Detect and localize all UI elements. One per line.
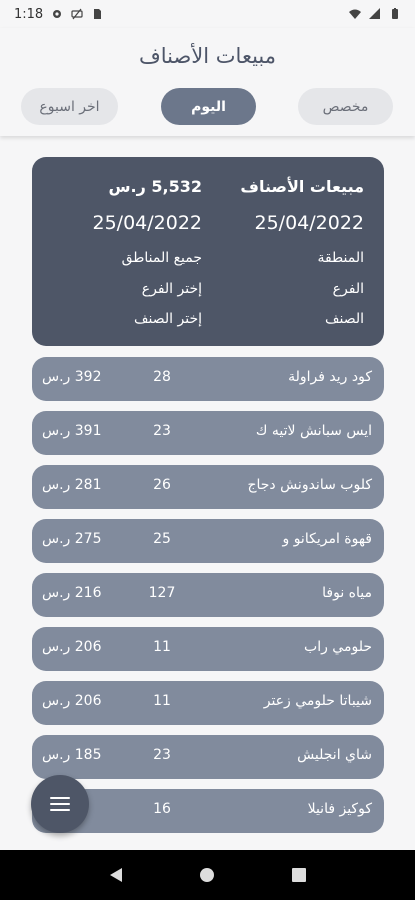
list-item[interactable] <box>32 465 384 509</box>
tab-last-week[interactable]: اخر اسبوع <box>21 88 118 125</box>
status-bar <box>0 0 415 28</box>
list-item[interactable] <box>32 411 384 455</box>
summary-date-to[interactable]: 25/04/2022 <box>92 212 202 234</box>
item-name: شيباتا حلومي زعتر <box>263 693 372 709</box>
item-amount: 216 ر.س <box>42 585 102 601</box>
item-amount: 391 ر.س <box>42 423 102 439</box>
recents-button[interactable] <box>289 865 309 885</box>
list-item[interactable] <box>32 357 384 401</box>
item-name: مياه نوفا <box>322 585 372 601</box>
system-nav-bar <box>0 850 415 900</box>
list-item[interactable] <box>32 735 384 779</box>
gear-icon <box>51 8 63 20</box>
recents-square-icon <box>292 868 306 882</box>
item-qty: 127 <box>148 585 176 601</box>
tab-custom[interactable]: مخصص <box>298 88 393 125</box>
list-item[interactable] <box>32 573 384 617</box>
page-title: مبيعات الأصناف <box>138 44 277 68</box>
item-amount: 275 ر.س <box>42 531 102 547</box>
sim-card-icon <box>91 8 103 20</box>
item-qty: 23 <box>153 423 171 439</box>
region-select[interactable]: جميع المناطق <box>121 250 202 266</box>
item-qty: 28 <box>153 369 171 385</box>
item-amount: 206 ر.س <box>42 693 102 709</box>
hamburger-menu-icon <box>50 797 70 811</box>
summary-total: 5,532 ر.س <box>108 177 202 196</box>
item-name: كوكيز فانيلا <box>307 801 372 817</box>
home-button[interactable] <box>197 865 217 885</box>
branch-label: الفرع <box>332 281 364 297</box>
item-amount: 392 ر.س <box>42 369 102 385</box>
item-amount: 185 ر.س <box>42 747 102 763</box>
home-circle-icon <box>199 867 215 883</box>
item-name: ايس سبانش لاتيه ك <box>255 423 372 439</box>
item-qty: 11 <box>153 639 171 655</box>
battery-icon <box>389 8 401 20</box>
app-header <box>0 28 415 136</box>
back-triangle-icon <box>109 867 123 883</box>
item-name: كلوب ساندونش دجاج <box>247 477 372 493</box>
item-qty: 25 <box>153 531 171 547</box>
list-item[interactable] <box>32 681 384 725</box>
no-sim-icon <box>71 8 83 20</box>
status-time: 1:18 <box>14 6 44 22</box>
summary-title: مبيعات الأصناف <box>240 177 364 196</box>
sales-list <box>32 357 384 843</box>
item-amount: 206 ر.س <box>42 639 102 655</box>
item-qty: 16 <box>153 801 171 817</box>
summary-card <box>32 157 384 346</box>
item-name: شاي انجليش <box>297 747 372 763</box>
list-item[interactable] <box>32 627 384 671</box>
signal-icon <box>369 8 381 20</box>
branch-select[interactable]: إختر الفرع <box>141 281 202 297</box>
item-select[interactable]: إختر الصنف <box>134 311 202 327</box>
menu-fab-button[interactable] <box>31 775 89 833</box>
item-name: حلومي راب <box>304 639 372 655</box>
item-name: قهوة امريكانو و <box>282 531 372 547</box>
item-amount: 281 ر.س <box>42 477 102 493</box>
region-label: المنطقة <box>317 250 364 266</box>
item-label: الصنف <box>324 311 364 327</box>
item-name: كود ريد فراولة <box>288 369 372 385</box>
tab-today[interactable]: اليوم <box>161 88 256 125</box>
item-qty: 23 <box>153 747 171 763</box>
item-qty: 26 <box>153 477 171 493</box>
summary-date-from[interactable]: 25/04/2022 <box>254 212 364 234</box>
back-button[interactable] <box>106 865 126 885</box>
list-item[interactable] <box>32 519 384 563</box>
wifi-icon <box>349 8 361 20</box>
item-qty: 11 <box>153 693 171 709</box>
